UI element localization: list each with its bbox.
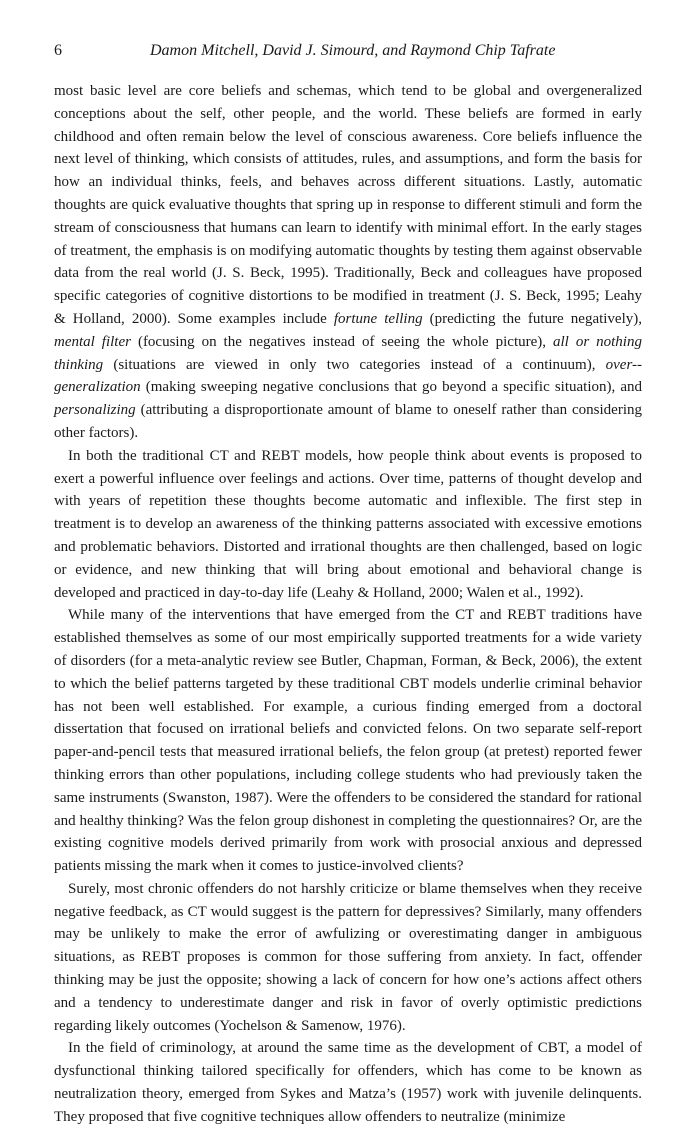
italic-term: mental filter [54,333,131,350]
italic-term: all or nothing thinking [54,333,642,373]
paragraph [54,878,642,1038]
text-run: Surely, most chronic offenders do not harshly criticize or blame themselves when they receive negative feedback, as CT would suggest is the pattern for depressives? Similarly, many offenders may be unlikely to make the error of awfulizing or overestimating danger in ambiguous situations, as REBT proposes is common for those suffering from anxiety. In fact, offender thinking may be just the opposite; showing a lack of concern for how one’s actions affect others and a tendency to underestimate danger and risk in favor of overly optimistic predictions regarding likely outcomes (Yochelson & Samenow, 1976). [54,880,642,1034]
text-run: (attributing a disproportionate amount of blame to oneself rather than considering other factors). [54,402,642,441]
text-run: (predicting the future negatively), [422,310,643,327]
italic-term: over-generalization [54,356,642,396]
paragraph [54,80,642,445]
text-run: In the field of criminology, at around the same time as the development of CBT, a model of dysfunctional thinking tailored specifically for offenders, which has come to be known as neutralization theory, emerged from Sykes and Matza’s (1957) work with juvenile delinquents. They proposed that five cognitive techniques allow offenders to neutralize (minimize [54,1040,642,1125]
page-header [54,42,642,66]
text-run: (making sweeping negative conclusions that go beyond a specific situation), and [140,379,642,396]
running-head: Damon Mitchell, David J. Simourd, and Raymond Chip Tafrate [150,42,556,59]
page-number: 6 [54,42,62,59]
paragraph [54,604,642,878]
paragraph [54,1037,642,1128]
text-run: While many of the interventions that have emerged from the CT and REBT traditions have established themselves as some of our most empirically supported treatments for a wide variety of disorders (for a meta-analytic review see Butler, Chapman, Forman, & Beck, 2006), the extent to which the belief patterns targeted by these traditional CBT models underlie criminal behavior has not been well established. For example, a curious finding emerged from a doctoral dissertation that focused on irrational beliefs and convicted felons. On two separate self-report paper-and-pencil tests that measured irrational beliefs, the felon group (at pretest) reported fewer thinking errors than other populations, including college students who had previously taken the same instruments (Swanston, 1987). Were the offenders to be considered the standard for rational and healthy thinking? Was the felon group dishonest in completing the questionnaires? Or, are the existing cognitive models derived primarily from work with prosocial anxious and depressed patients missing the mark when it comes to justice-involved clients? [54,607,642,875]
text-run: most basic level are core beliefs and schemas, which tend to be global and overgeneralized conceptions about the self, other people, and the world. These beliefs are formed in early childhood and often remain below the level of conscious awareness. Core beliefs influence the next level of thinking, which consists of attitudes, rules, and assumptions, and form the basis for how an individual thinks, feels, and behaves across different situations. Lastly, automatic thoughts are quick evaluative thoughts that spring up in response to different stimuli and form the stream of consciousness that humans can learn to identify with minimal effort. In the early stages of treatment, the emphasis is on modifying automatic thoughts by testing them against observable data from the real world (J. S. Beck, 1995). Traditionally, Beck and colleagues have proposed specific categories of cognitive distortions to be modified in treatment (J. S. Beck, 1995; Leahy & Holland, 2000). Some examples include [54,83,642,327]
text-run: (focusing on the negatives instead of seeing the whole picture), [130,333,554,350]
paragraph [54,445,642,605]
body-text [54,80,642,1129]
text-run: In both the traditional CT and REBT models, how people think about events is proposed to exert a powerful influence over feelings and actions. Over time, patterns of thought develop and with years of repetition these thoughts become automatic and inflexible. The first step in treatment is to develop an awareness of the thinking patterns associated with excessive emotions and problematic behaviors. Distorted and irrational thoughts are then challenged, based on logic or evidence, and new thinking that will bring about emotional and behavioral change is developed and practiced in day-to-day life (Leahy & Holland, 2000; Walen et al., 1992). [54,447,642,601]
text-run: (situations are viewed in only two categories instead of a continuum), [103,356,606,373]
italic-term: fortune telling [333,310,423,327]
italic-term: personalizing [54,402,136,419]
